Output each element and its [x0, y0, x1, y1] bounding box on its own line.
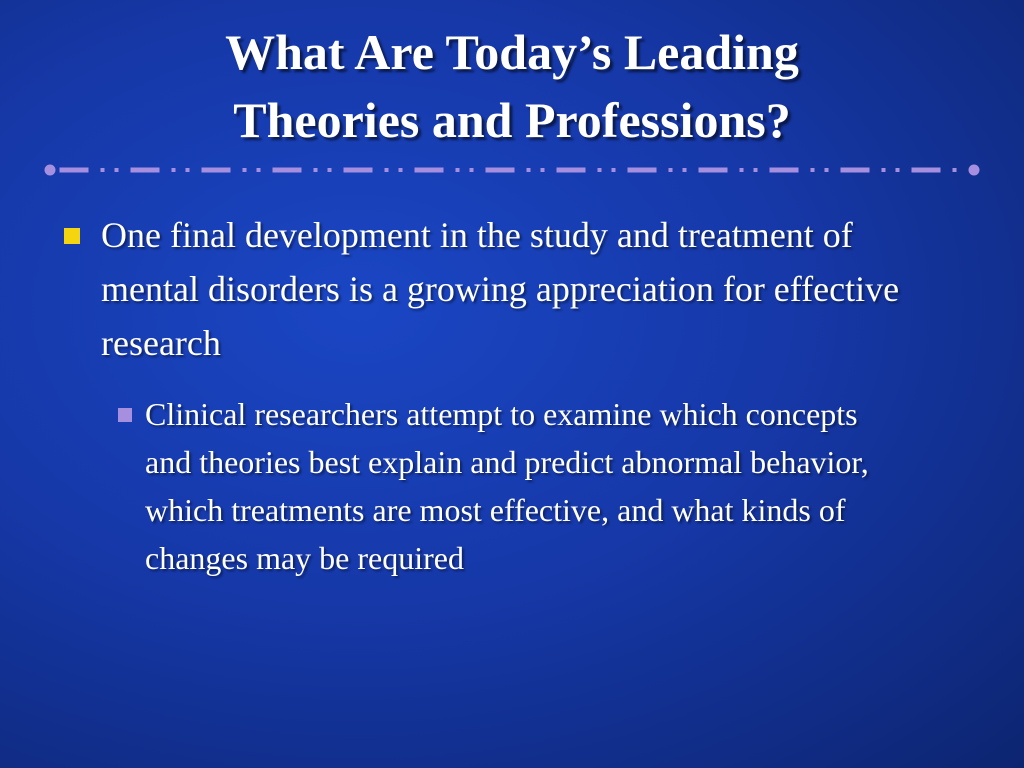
divider-dot — [754, 169, 757, 172]
slide-title-line2: Theories and Professions? — [233, 92, 791, 148]
divider-dash — [131, 168, 159, 172]
divider-dot — [101, 169, 104, 172]
divider-dot — [385, 169, 388, 172]
divider-dot — [669, 169, 672, 172]
divider-end-dot — [45, 165, 55, 175]
slide-title — [60, 18, 964, 154]
divider-dot — [527, 169, 530, 172]
divider-dot — [172, 169, 175, 172]
divider-dot — [257, 169, 260, 172]
divider-dot — [186, 169, 189, 172]
divider-dot — [541, 169, 544, 172]
divider-dot — [882, 169, 885, 172]
divider-dash — [273, 168, 301, 172]
divider-dash — [344, 168, 372, 172]
sub-bullet-text: Clinical researchers attempt to examine which concepts and theories best explain and predict abnormal behavior, which treatments are most effective, and what kinds of changes may be required — [145, 396, 869, 576]
divider-dot — [896, 169, 899, 172]
divider-dot — [243, 169, 246, 172]
divider-dash — [912, 168, 940, 172]
divider-dash — [628, 168, 656, 172]
divider-dash — [60, 168, 88, 172]
bullet-item — [64, 208, 944, 370]
divider-end-dot — [969, 165, 979, 175]
divider-dot — [740, 169, 743, 172]
divider-dash — [486, 168, 514, 172]
slide-title-line1: What Are Today’s Leading — [225, 24, 799, 80]
divider-dash — [202, 168, 230, 172]
divider-dot — [314, 169, 317, 172]
divider-dot — [328, 169, 331, 172]
title-divider — [44, 160, 980, 180]
divider-dot — [612, 169, 615, 172]
square-bullet-icon — [64, 228, 80, 244]
divider-dot — [456, 169, 459, 172]
square-sub-bullet-icon — [118, 408, 132, 422]
divider-dash — [699, 168, 727, 172]
divider-dot — [683, 169, 686, 172]
divider-dot — [399, 169, 402, 172]
bullet-text: One final development in the study and treatment of mental disorders is a growing appreciation for effective research — [101, 215, 900, 363]
divider-dot — [115, 169, 118, 172]
sub-bullet-item — [118, 390, 898, 582]
divider-dot — [598, 169, 601, 172]
divider-dash — [557, 168, 585, 172]
divider-dash — [841, 168, 869, 172]
divider-dot — [825, 169, 828, 172]
divider-dot — [470, 169, 473, 172]
divider-dot — [811, 169, 814, 172]
divider-dash — [415, 168, 443, 172]
divider-dash — [770, 168, 798, 172]
divider-dot — [953, 169, 956, 172]
